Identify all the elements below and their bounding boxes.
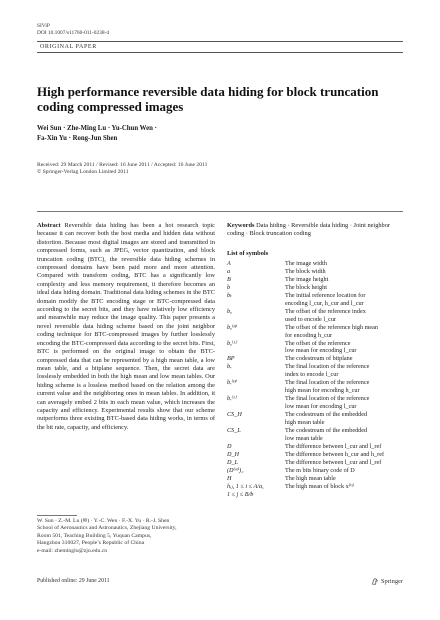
- authors-line-2: Fa-Xin Yu · Rong-Jun Shen: [37, 134, 118, 142]
- affiliation-line: School of Aeronautics and Astronautics, Zhejiang University,: [37, 525, 177, 532]
- symbol-row: [227, 355, 407, 363]
- symbol-row: [227, 332, 407, 340]
- symbol: bᵣ⁽ᴴ⁾: [227, 379, 237, 387]
- symbols-heading: List of symbols: [227, 250, 269, 257]
- symbol-row: [227, 427, 407, 435]
- keywords-block: [227, 222, 405, 239]
- symbol: [227, 316, 285, 324]
- publication-history: [37, 162, 417, 176]
- symbol-description: encoding l_cur, h_cur and l_cur: [285, 299, 364, 307]
- springer-horse-icon: [371, 577, 379, 585]
- journal-name: SIViP: [37, 23, 50, 29]
- symbol-row: [227, 284, 407, 292]
- symbol-row: [227, 483, 407, 491]
- symbol: bᵤ⁽ᴴ⁾: [227, 323, 238, 331]
- symbol-row: [227, 300, 407, 308]
- section-divider: [37, 211, 403, 212]
- published-online: Published online: 29 June 2011: [37, 578, 110, 584]
- symbol: D_L: [227, 458, 239, 466]
- affiliation-line: Room 501, Teaching Building 5, Yuquan Campus,: [37, 532, 152, 539]
- symbol-description: The difference between l_cur and l_ref: [285, 458, 382, 466]
- symbol-description: The offset of the reference index: [285, 307, 366, 315]
- symbol: H: [227, 474, 232, 482]
- symbol-row: [227, 276, 407, 284]
- symbol: bᵣ⁽ᴸ⁾: [227, 395, 238, 403]
- symbol-row: [227, 363, 407, 371]
- symbol-row: [227, 467, 407, 475]
- symbol: b: [227, 283, 231, 291]
- symbol: CS_L: [227, 427, 241, 435]
- symbol-description: The codestream of the embedded: [285, 411, 368, 419]
- symbol-description: The codestream of bitplane: [285, 355, 353, 363]
- symbol-row: [227, 324, 407, 332]
- symbol-description: The block width: [285, 267, 326, 275]
- symbol-description: [285, 491, 407, 499]
- symbol: D: [227, 442, 232, 450]
- copyright-line: © Springer-Verlag London Limited 2011: [37, 169, 129, 176]
- author-affiliation: [37, 518, 215, 555]
- symbol-description: index to encode l_cur: [285, 371, 339, 379]
- symbol-row: [227, 435, 407, 443]
- symbol-row: [227, 347, 407, 355]
- symbol-row: [227, 316, 407, 324]
- abstract-label: Abstract: [37, 222, 61, 229]
- publisher-logo: [371, 577, 403, 585]
- symbol-row: [227, 491, 407, 499]
- symbol-description: The final location of the reference: [285, 395, 370, 403]
- doi-link[interactable]: DOI 10.1007/s11760-011-0238-4: [37, 30, 110, 36]
- symbol-row: [227, 443, 407, 451]
- publisher-name: Springer: [380, 577, 403, 585]
- symbol: B: [227, 275, 231, 283]
- symbols-table: [227, 260, 407, 499]
- symbol-description: The block height: [285, 283, 327, 291]
- symbol-row: [227, 379, 407, 387]
- symbol: [227, 387, 285, 395]
- symbol-description: for encoding h_cur: [285, 331, 333, 339]
- symbol-description: used to encode l_cur: [285, 315, 337, 323]
- symbol: [227, 435, 285, 443]
- symbol-description: The image width: [285, 260, 327, 267]
- symbol-description: The difference between l_cur and l_ref: [285, 442, 382, 450]
- symbol: [227, 332, 285, 340]
- symbol-row: [227, 260, 407, 268]
- keywords-label: Keywords: [227, 222, 255, 229]
- symbol: bᵤ⁽ᴸ⁾: [227, 339, 238, 347]
- symbol: bₜ: [227, 291, 232, 299]
- symbol-description: The offset of the reference: [285, 339, 351, 347]
- symbol-row: [227, 340, 407, 348]
- symbol-description: The final location of the reference: [285, 363, 370, 371]
- symbol-row: [227, 451, 407, 459]
- symbol-description: The codestream of the embedded: [285, 427, 368, 435]
- symbol-row: [227, 308, 407, 316]
- symbol-description: The final location of the reference: [285, 379, 370, 387]
- symbol: [227, 371, 285, 379]
- symbol: [227, 300, 285, 308]
- symbol: hᵢⱼ, 1 ≤ i ≤ A/a,: [227, 482, 264, 490]
- symbol: [227, 347, 285, 355]
- contact-email[interactable]: e-mail: zheminglu@zju.edu.cn: [37, 547, 108, 554]
- symbol-description: The image height: [285, 275, 329, 283]
- authors-line-1: Wei Sun · Zhe-Ming Lu · Yu-Chun Wen ·: [37, 125, 157, 132]
- dates-line: Received: 29 March 2011 / Revised: 16 June 2011 / Accepted: 16 June 2011: [37, 162, 208, 168]
- author-list: [37, 124, 287, 143]
- symbol: [227, 403, 285, 411]
- symbol-description: The m bits binary code of D: [285, 466, 355, 474]
- symbol-description: high mean table: [285, 419, 325, 427]
- paper-title: High performance reversible data hiding for block truncation coding compressed images: [37, 84, 379, 114]
- symbol: bᵣ: [227, 363, 232, 371]
- symbol-description: The high mean table: [285, 474, 336, 482]
- symbol-row: [227, 403, 407, 411]
- symbol-row: [227, 475, 407, 483]
- symbol: A: [227, 260, 231, 267]
- symbol-row: [227, 395, 407, 403]
- symbol: [227, 419, 285, 427]
- section-banner: [37, 41, 403, 53]
- section-label: ORIGINAL PAPER: [40, 43, 97, 50]
- symbol-description: The initial reference location for: [285, 291, 366, 299]
- symbol-row: [227, 419, 407, 427]
- symbol-description: low mean for encoding l_cur: [285, 347, 357, 355]
- symbol: (D⁽ᵐ⁾)₂: [227, 466, 244, 474]
- affiliation-line: W. Sun · Z.-M. Lu (✉) · Y.-C. Wen · F.-X. Yu · R.-J. Shen: [37, 518, 170, 524]
- symbol-row: [227, 268, 407, 276]
- symbol-description: The difference between h_cur and h_ref: [285, 450, 385, 458]
- symbol: BP: [227, 355, 235, 363]
- symbol-row: [227, 371, 407, 379]
- abstract-text: Reversible data hiding has been a hot research topic because it can recover both the host media and hidden data without distortion. Because most digital images are stored and transmitted in compressed forms, such as JPEG, vector quantization, and block truncation coding (BTC), the reversible data hiding schemes in compressed domains have been paid more and more attention. Compared with transform coding, BTC has a significantly low complexity and less memory requirement, it therefore becomes an ideal data hiding domain. Traditional data hiding schemes in the BTC domain modify the BTC encoding stage or BTC-compressed data according to the secret bits, and they have relatively low efficiency and meanwhile may reduce the image quality. This paper presents a novel reversible data hiding scheme based on the joint neighbor coding technique for BTC-compressed images by further losslessly encoding the BTC-compressed data according to the secret bits. First, BTC is performed on the original image to obtain the BTC-compressed data that can be represented by a high mean table, a low mean table, and a bitplane sequence. Then, the secret data are losslessly embedded in both the high mean and low mean tables. Our hiding scheme is a lossless method based on the relation among the current value and the neighboring ones in mean tables. In addition, it can averagely embed 2 bits in each mean value, which increases the capacity and efficiency. Experimental results show that our scheme outperforms three existing BTC-based data hiding works, in terms of the bit rate, capacity, and efficiency.: [37, 222, 216, 431]
- symbol-row: [227, 292, 407, 300]
- footnote-rule: [37, 515, 77, 516]
- symbol-row: [227, 459, 407, 467]
- symbol: CS_H: [227, 411, 242, 419]
- symbol: bᵤ: [227, 307, 232, 315]
- symbol-row: [227, 387, 407, 395]
- symbol: a: [227, 267, 231, 275]
- symbol-description: low mean table: [285, 434, 323, 442]
- symbol: 1 ≤ j ≤ B/b: [227, 490, 254, 498]
- symbol-description: low mean for encoding l_cur: [285, 403, 357, 411]
- keywords-text: Data hiding · Reversible data hiding · Joint neighbor coding · Block truncation coding: [227, 222, 390, 238]
- affiliation-line: Hangzhou 310027, People’s Republic of China: [37, 540, 145, 547]
- abstract-block: [37, 222, 215, 432]
- symbol-description: high mean for encoding h_cur: [285, 387, 360, 395]
- symbol-description: The high mean of block x⁽ⁱʲ⁾: [285, 482, 354, 490]
- symbol: D_H: [227, 450, 240, 458]
- symbol-row: [227, 411, 407, 419]
- symbol-description: The offset of the reference high mean: [285, 323, 378, 331]
